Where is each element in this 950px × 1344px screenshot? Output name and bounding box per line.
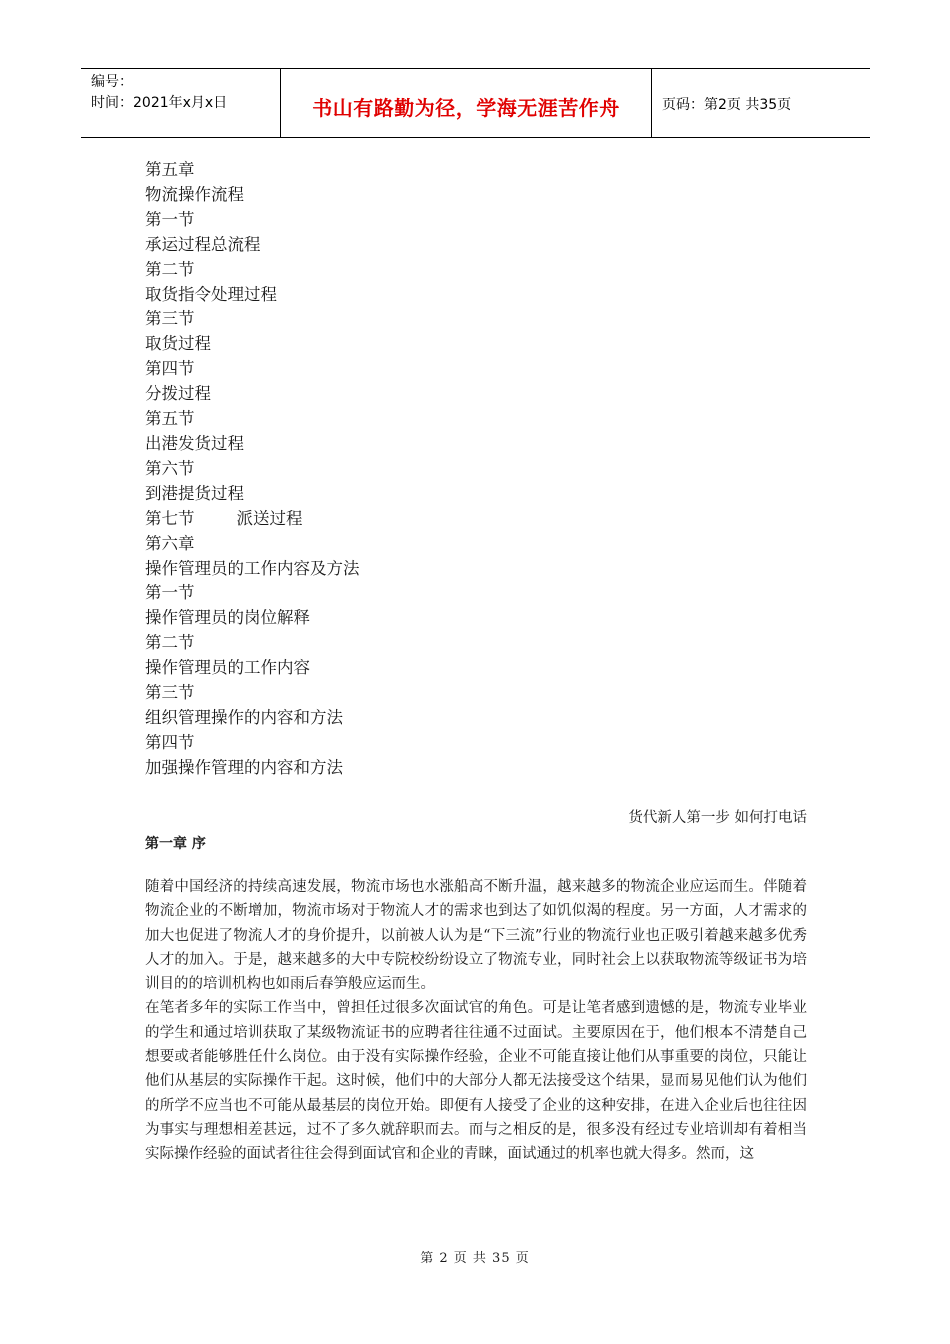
header-meta bbox=[81, 69, 281, 137]
section-subtitle: 货代新人第一步 如何打电话 bbox=[628, 810, 807, 826]
toc-line: 取货过程 bbox=[145, 334, 211, 354]
toc-line: 加强操作管理的内容和方法 bbox=[145, 757, 343, 777]
doc-time-label: 时间：2021年x月x日 bbox=[91, 95, 228, 111]
toc-line: 第六节 bbox=[145, 458, 195, 478]
toc-line: 第一节 bbox=[145, 583, 195, 603]
page-footer: 第 2 页 共 35 页 bbox=[420, 1251, 530, 1266]
page-header bbox=[81, 68, 870, 138]
body-text bbox=[145, 875, 807, 1167]
toc-line: 第五章 bbox=[145, 160, 195, 179]
toc-line: 分拨过程 bbox=[145, 384, 211, 404]
toc-line: 第四节 bbox=[145, 732, 195, 752]
header-page-info: 页码：第2页 共35页 bbox=[662, 97, 792, 113]
toc-line: 第三节 bbox=[145, 683, 195, 703]
toc-line: 第六章 bbox=[145, 533, 195, 553]
toc-line: 第四节 bbox=[145, 359, 195, 379]
toc-line: 第三节 bbox=[145, 309, 195, 329]
toc-line: 操作管理员的工作内容及方法 bbox=[145, 558, 360, 578]
paragraph: 随着中国经济的持续高速发展，物流市场也水涨船高不断升温，越来越多的物流企业应运而生。伴随着物流企业的不断增加，物流市场对于物流人才的需求也到达了如饥似渴的程度。另一方面，人才需求的加大也促进了物流人才的身价提升，以前被人认为是“下三流”行业的物流行业也正吸引着越来越多优秀人才的加入。于是，越来越多的大中专院校纷纷设立了物流专业，同时社会上以获取物流等级证书为培训目的的培训机构也如雨后春笋般应运而生。 bbox=[145, 879, 807, 993]
toc-line: 第七节 派送过程 bbox=[145, 508, 303, 528]
table-of-contents bbox=[145, 158, 845, 781]
toc-line: 物流操作流程 bbox=[145, 184, 244, 204]
doc-number-label: 编号： bbox=[91, 74, 133, 90]
toc-line: 承运过程总流程 bbox=[145, 234, 261, 254]
toc-line: 取货指令处理过程 bbox=[145, 284, 277, 304]
paragraph: 在笔者多年的实际工作当中，曾担任过很多次面试官的角色。可是让笔者感到遗憾的是，物流专业毕业的学生和通过培训获取了某级物流证书的应聘者往往通不过面试。主要原因在于，他们根本不清楚自己想要或者能够胜任什么岗位。由于没有实际操作经验，企业不可能直接让他们从事重要的岗位，只能让他们从基层的实际操作干起。这时候，他们中的大部分人都无法接受这个结果，显而易见他们认为他们的所学不应当也不可能从最基层的岗位开始。即便有人接受了企业的这种安排，在进入企业后也往往因为事实与理想相差甚远，过不了多久就辞职而去。而与之相反的是，很多没有经过专业培训却有着相当实际操作经验的面试者往往会得到面试官和企业的青睐，面试通过的机率也就大得多。然而，这 bbox=[145, 1000, 807, 1163]
toc-line: 操作管理员的工作内容 bbox=[145, 658, 310, 678]
toc-line: 组织管理操作的内容和方法 bbox=[145, 707, 343, 727]
toc-line: 第二节 bbox=[145, 259, 195, 279]
toc-line: 第二节 bbox=[145, 633, 195, 653]
toc-line: 第一节 bbox=[145, 209, 195, 229]
chapter-heading: 第一章 序 bbox=[145, 836, 206, 852]
toc-line: 到港提货过程 bbox=[145, 483, 244, 503]
header-motto: 书山有路勤为径，学海无涯苦作舟 bbox=[281, 69, 652, 137]
toc-line: 第五节 bbox=[145, 409, 195, 429]
toc-line: 出港发货过程 bbox=[145, 433, 244, 453]
toc-line: 操作管理员的岗位解释 bbox=[145, 608, 310, 628]
